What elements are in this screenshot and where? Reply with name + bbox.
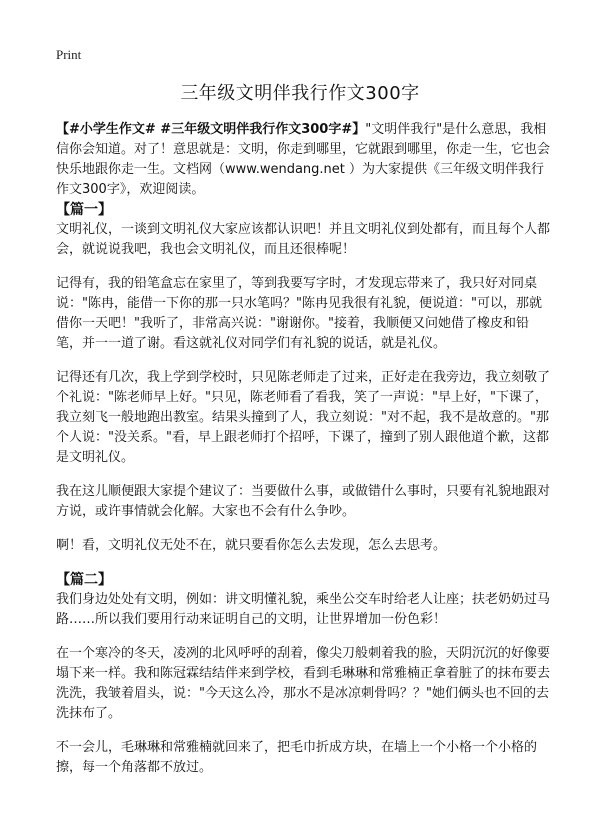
- intro-text: "文明伴我行"是什么意思，我相信你会知道。对了！意思就是：文明，你走到哪里，它就跟到哪里，你走一生，它也会快乐地跟你走一生。文档网（www.wendang.net ）为大家提供《三年级文明伴我行作文300字》，欢迎阅读。: [56, 122, 551, 197]
- section-heading-2: 【篇二】: [56, 572, 112, 588]
- section-heading-1: 【篇一】: [56, 202, 112, 218]
- print-label: Print: [56, 47, 82, 62]
- intro-tag: 【#小学生作文# #三年级文明伴我行作文300字#】: [56, 122, 366, 137]
- paragraph: 在一个寒冷的冬天，凌冽的北风呼呼的刮着，像尖刀般刺着我的脸，天阴沉沉的好像要塌下来一样。我和陈冠霖结结伴来到学校，看到毛琳琳和常雅楠正拿着脏了的抹布要去洗洗，我皱着眉头，说："今天这么冷，那水不是冰凉刺骨吗？？"她们俩头也不回的去洗抹布了。: [56, 646, 551, 721]
- paragraph: 啊！看，文明礼仪无处不在，就只要看你怎么去发现，怎么去思考。: [56, 538, 447, 553]
- paragraph: 我们身边处处有文明，例如：讲文明懂礼貌，乘坐公交车时给老人让座；扶老奶奶过马路……所以我们要用行动来证明自己的文明，让世界增加一份色彩！: [56, 592, 551, 627]
- article-body: [56, 120, 550, 792]
- paragraph: 我在这儿顺便跟大家提个建议了：当要做什么事，或做错什么事时，只要有礼貌地跟对方说，或许事情就会化解。大家也不会有什么争吵。: [56, 484, 551, 519]
- paragraph: 记得还有几次，我上学到学校时，只见陈老师走了过来，正好走在我旁边，我立刻敬了个礼说："陈老师早上好。"只见，陈老师看了看我，笑了一声说："早上好，"下课了，我立刻飞一般地跑出教室。结果头撞到了人，我立刻说："对不起，我不是故意的。"那个人说："没关系。"看，早上跟老师打个招呼，下课了，撞到了别人跟他道个歉，这都是文明礼仪。: [56, 370, 551, 465]
- page-title: 三年级文明伴我行作文300字: [180, 83, 420, 104]
- paragraph: 记得有，我的铅笔盒忘在家里了，等到我要写字时，才发现忘带来了，我只好对同桌说："陈冉，能借一下你的那一只水笔吗？"陈冉见我很有礼貌，便说道："可以，那就借你一天吧！"我听了，非常高兴说："谢谢你。"接着，我顺便又问她借了橡皮和铅笔，并一一道了谢。看这就礼仪对同学们有礼貌的说话，就是礼仪。: [56, 276, 542, 351]
- intro-paragraph: [56, 120, 550, 200]
- paragraph: 不一会儿，毛琳琳和常雅楠就回来了，把毛巾折成方块，在墙上一个小格一个小格的擦，每一个角落都不放过。: [56, 740, 538, 775]
- paragraph: 文明礼仪，一谈到文明礼仪大家应该都认识吧！并且文明礼仪到处都有，而且每个人都会，就说说我吧，我也会文明礼仪，而且还很棒呢！: [56, 222, 551, 257]
